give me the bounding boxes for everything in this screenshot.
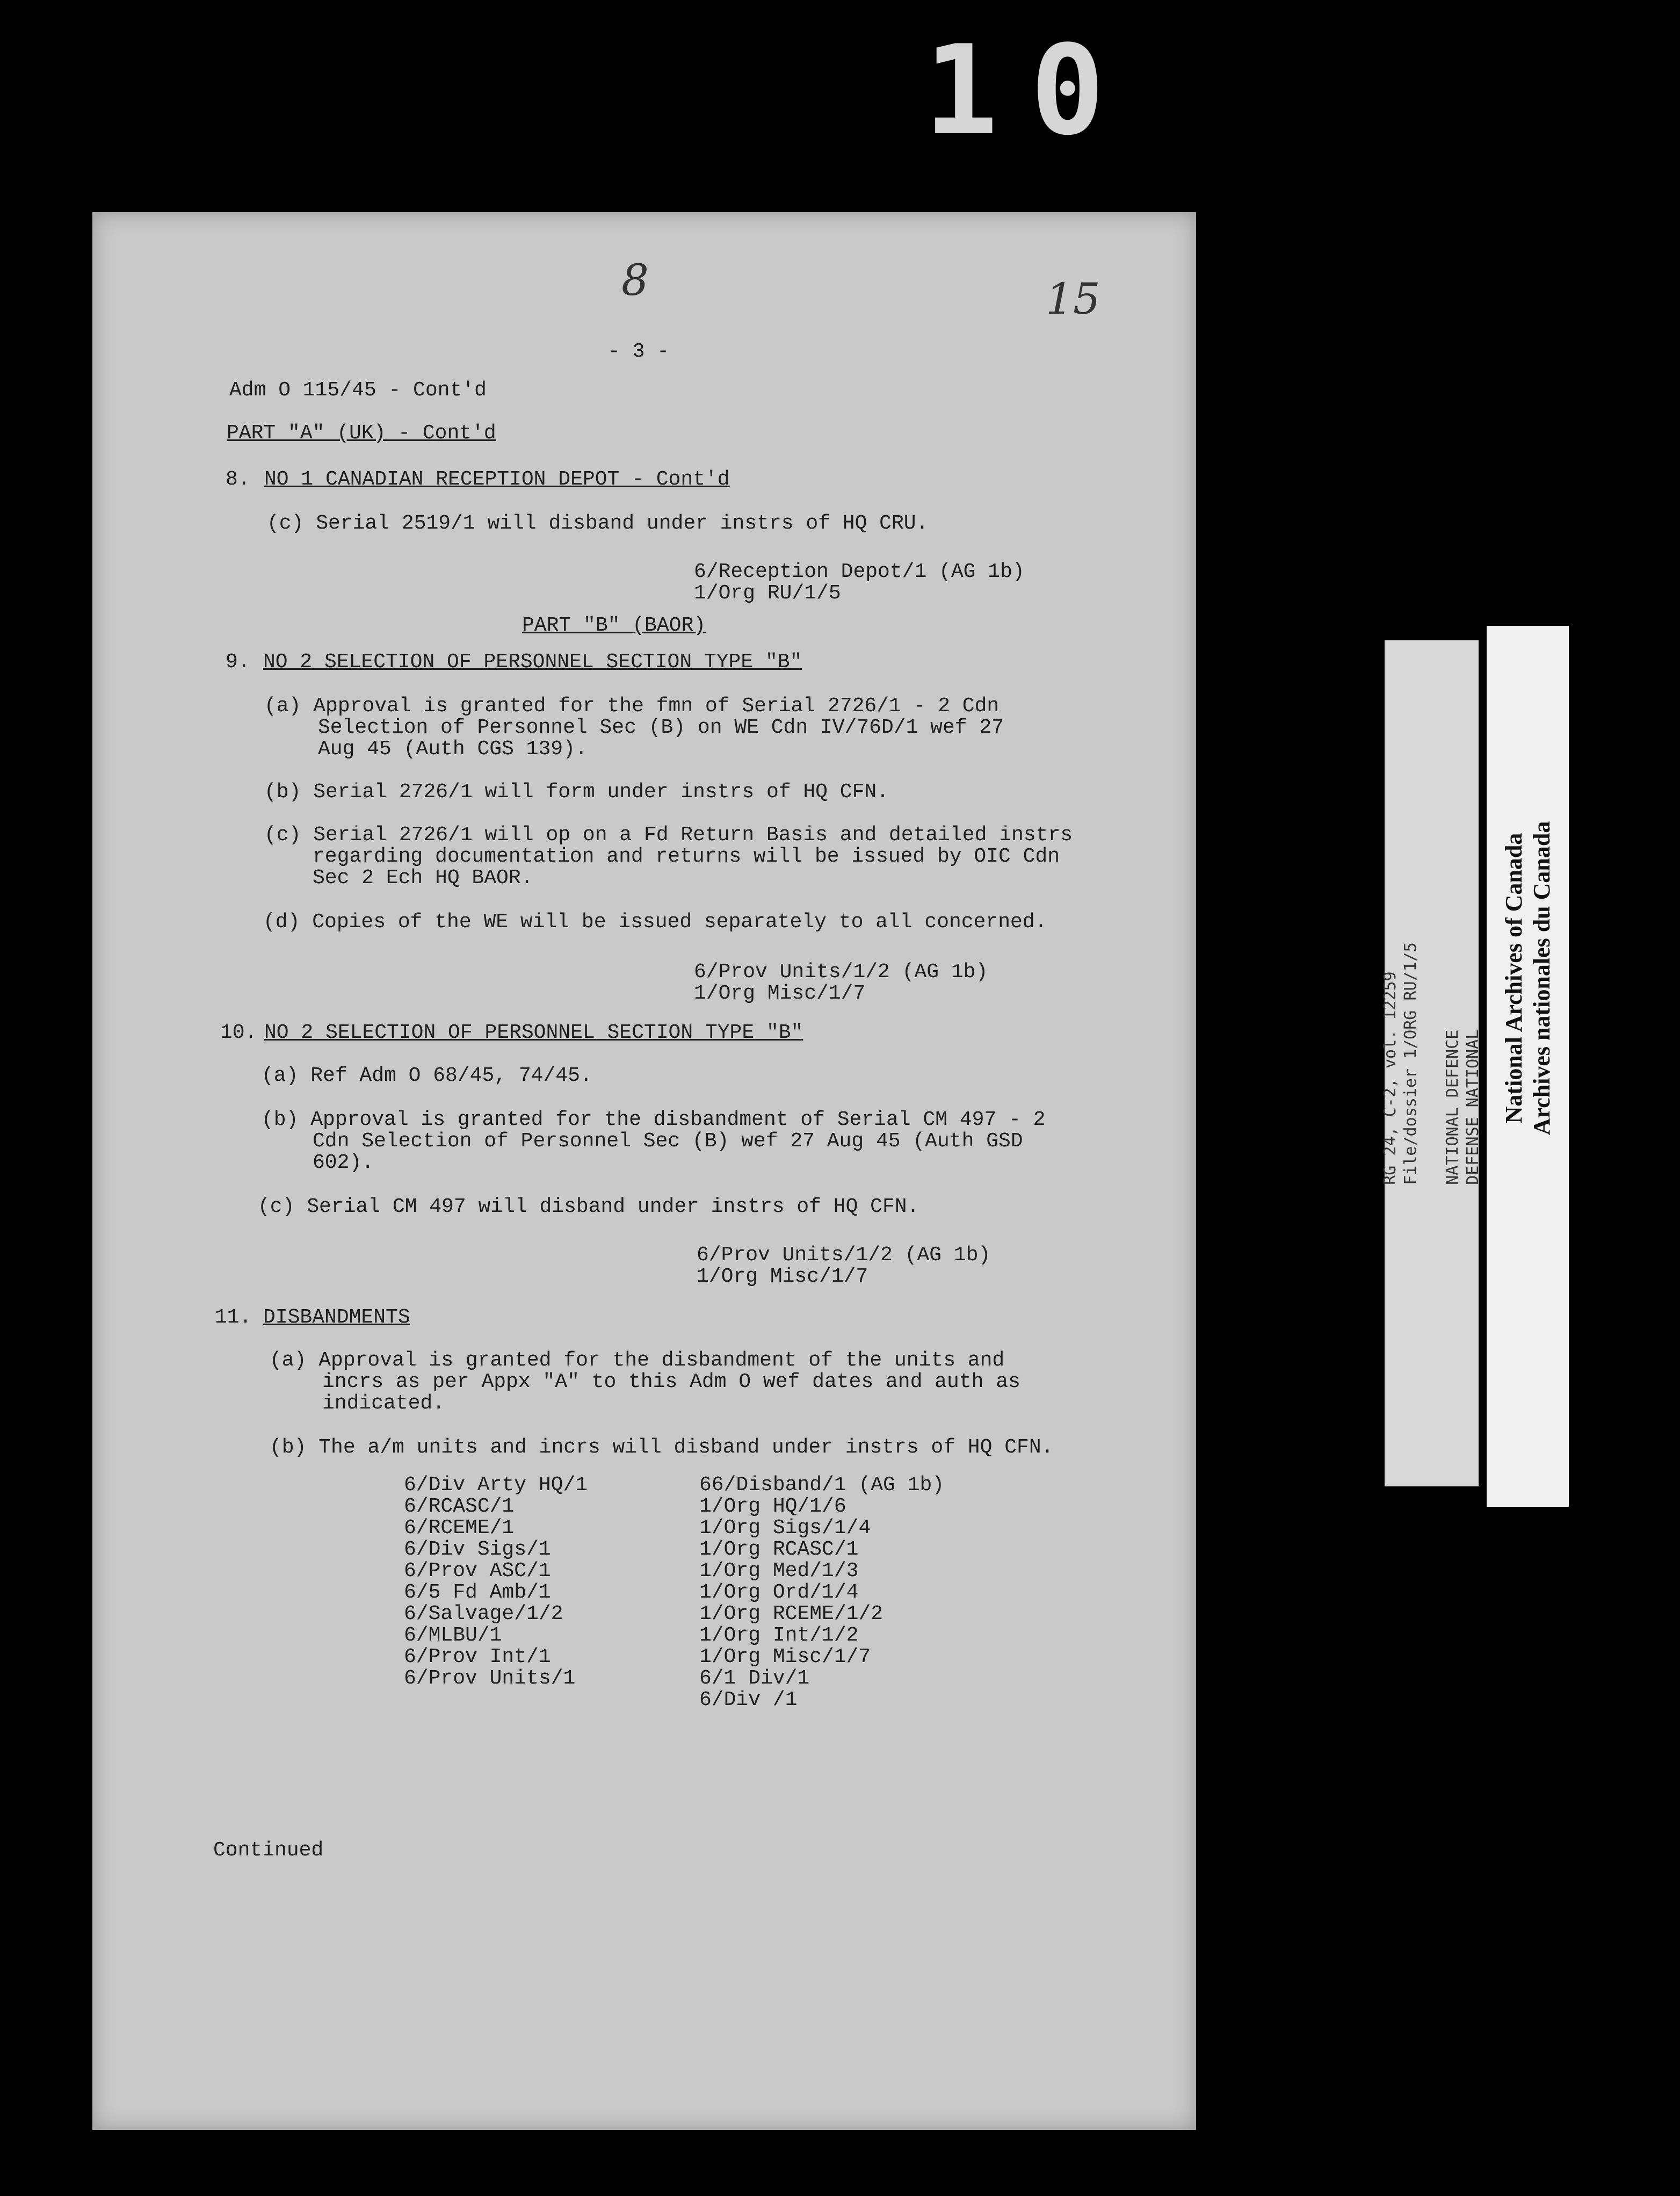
- section-11-a: indicated.: [322, 1392, 445, 1415]
- file-ref: 1/Org Misc/1/7: [699, 1645, 871, 1668]
- file-ref: 6/Div /1: [699, 1688, 798, 1711]
- file-ref: 1/Org Sigs/1/4: [699, 1516, 871, 1540]
- archive-ref-line: NATIONAL DEFENCE: [1443, 1029, 1462, 1185]
- national-archives-label: [1487, 626, 1569, 1507]
- section-8-file-ref: 6/Reception Depot/1 (AG 1b): [694, 560, 1025, 583]
- section-8-file-ref: 1/Org RU/1/5: [694, 582, 841, 605]
- file-list-left: [404, 1475, 588, 1689]
- section-8-c: (c) Serial 2519/1 will disband under instrs of HQ CRU.: [267, 512, 929, 535]
- section-9-a: (a) Approval is granted for the fmn of Serial 2726/1 - 2 Cdn: [264, 695, 1000, 718]
- page-number: - 3 -: [608, 340, 670, 363]
- document-page: [92, 212, 1196, 2130]
- archive-ref-line: File/dossier 1/ORG RU/1/5: [1401, 942, 1420, 1185]
- section-8-title: NO 1 CANADIAN RECEPTION DEPOT - Cont'd: [264, 468, 730, 491]
- archive-ref-line: DEFENSE NATIONAL: [1463, 1029, 1482, 1185]
- section-11-title: DISBANDMENTS: [263, 1306, 410, 1329]
- part-a-heading: PART "A" (UK) - Cont'd: [227, 422, 496, 445]
- file-ref: 1/Org HQ/1/6: [699, 1495, 846, 1518]
- section-10-b: (b) Approval is granted for the disbandment of Serial CM 497 - 2: [262, 1108, 1046, 1131]
- file-ref: 6/Prov Units/1: [404, 1667, 576, 1690]
- file-ref: 6/Salvage/1/2: [404, 1602, 563, 1626]
- section-10-c: (c) Serial CM 497 will disband under instrs of HQ CFN.: [258, 1195, 919, 1218]
- section-9-a: Aug 45 (Auth CGS 139).: [318, 738, 588, 761]
- section-9-a: Selection of Personnel Sec (B) on WE Cdn IV/76D/1 wef 27: [318, 716, 1004, 739]
- section-9-file-ref: 6/Prov Units/1/2 (AG 1b): [694, 960, 988, 984]
- file-ref: 6/1 Div/1: [699, 1667, 810, 1690]
- section-10-a: (a) Ref Adm O 68/45, 74/45.: [262, 1064, 592, 1087]
- archive-ref-line: RG 24, C-2, vol. 12259: [1380, 971, 1400, 1185]
- section-9-number: 9.: [226, 651, 250, 674]
- national-archives-text: [1500, 821, 1556, 1136]
- file-ref: 1/Org RCASC/1: [699, 1538, 859, 1561]
- section-9-file-ref: 1/Org Misc/1/7: [694, 982, 866, 1005]
- section-11-number: 11.: [215, 1306, 252, 1329]
- file-list-right: [699, 1475, 944, 1711]
- frame-number: 10: [924, 19, 1137, 163]
- handwritten-note-8: 8: [621, 255, 649, 305]
- part-b-heading: PART "B" (BAOR): [522, 614, 706, 637]
- nac-line-french: Archives nationales du Canada: [1528, 821, 1555, 1136]
- file-ref: 66/Disband/1 (AG 1b): [699, 1473, 945, 1497]
- section-10-b: 602).: [313, 1151, 374, 1174]
- section-9-title: NO 2 SELECTION OF PERSONNEL SECTION TYPE "B": [263, 651, 802, 674]
- file-ref: 6/Div Sigs/1: [404, 1538, 551, 1561]
- section-9-d: (d) Copies of the WE will be issued separately to all concerned.: [263, 911, 1047, 934]
- section-10-number: 10.: [220, 1021, 257, 1044]
- file-ref: 1/Org RCEME/1/2: [699, 1602, 884, 1626]
- file-ref: 1/Org Med/1/3: [699, 1559, 859, 1583]
- continued-note: Continued: [213, 1839, 324, 1862]
- file-ref: 6/Prov ASC/1: [404, 1559, 551, 1583]
- section-10-file-ref: 6/Prov Units/1/2 (AG 1b): [697, 1244, 991, 1267]
- file-ref: 6/RCEME/1: [404, 1516, 515, 1540]
- document-reference: Adm O 115/45 - Cont'd: [229, 379, 487, 402]
- section-9-c: Sec 2 Ech HQ BAOR.: [313, 866, 533, 890]
- file-ref: 6/5 Fd Amb/1: [404, 1581, 551, 1604]
- file-ref: 6/MLBU/1: [404, 1624, 502, 1647]
- section-10-file-ref: 1/Org Misc/1/7: [697, 1265, 868, 1288]
- section-10-b: Cdn Selection of Personnel Sec (B) wef 27 Aug 45 (Auth GSD: [313, 1130, 1023, 1153]
- section-8-number: 8.: [226, 468, 250, 491]
- handwritten-note-15: 15: [1046, 274, 1100, 324]
- section-9-c: (c) Serial 2726/1 will op on a Fd Return Basis and detailed instrs: [264, 824, 1073, 847]
- section-10-title: NO 2 SELECTION OF PERSONNEL SECTION TYPE "B": [264, 1021, 803, 1044]
- section-11-a: (a) Approval is granted for the disbandment of the units and: [270, 1349, 1005, 1372]
- nac-line-english: National Archives of Canada: [1500, 833, 1527, 1124]
- file-ref: 1/Org Ord/1/4: [699, 1581, 859, 1604]
- section-9-c: regarding documentation and returns will be issued by OIC Cdn: [313, 845, 1060, 868]
- file-ref: 6/Div Arty HQ/1: [404, 1473, 588, 1497]
- file-ref: 6/Prov Int/1: [404, 1645, 551, 1668]
- file-ref: 6/RCASC/1: [404, 1495, 515, 1518]
- archive-reference-text: [1380, 942, 1483, 1185]
- section-11-b: (b) The a/m units and incrs will disband under instrs of HQ CFN.: [270, 1436, 1054, 1459]
- section-9-b: (b) Serial 2726/1 will form under instrs of HQ CFN.: [264, 781, 889, 804]
- section-11-a: incrs as per Appx "A" to this Adm O wef dates and auth as: [322, 1370, 1020, 1393]
- archive-reference-label: [1380, 640, 1482, 1486]
- file-ref: 1/Org Int/1/2: [699, 1624, 859, 1647]
